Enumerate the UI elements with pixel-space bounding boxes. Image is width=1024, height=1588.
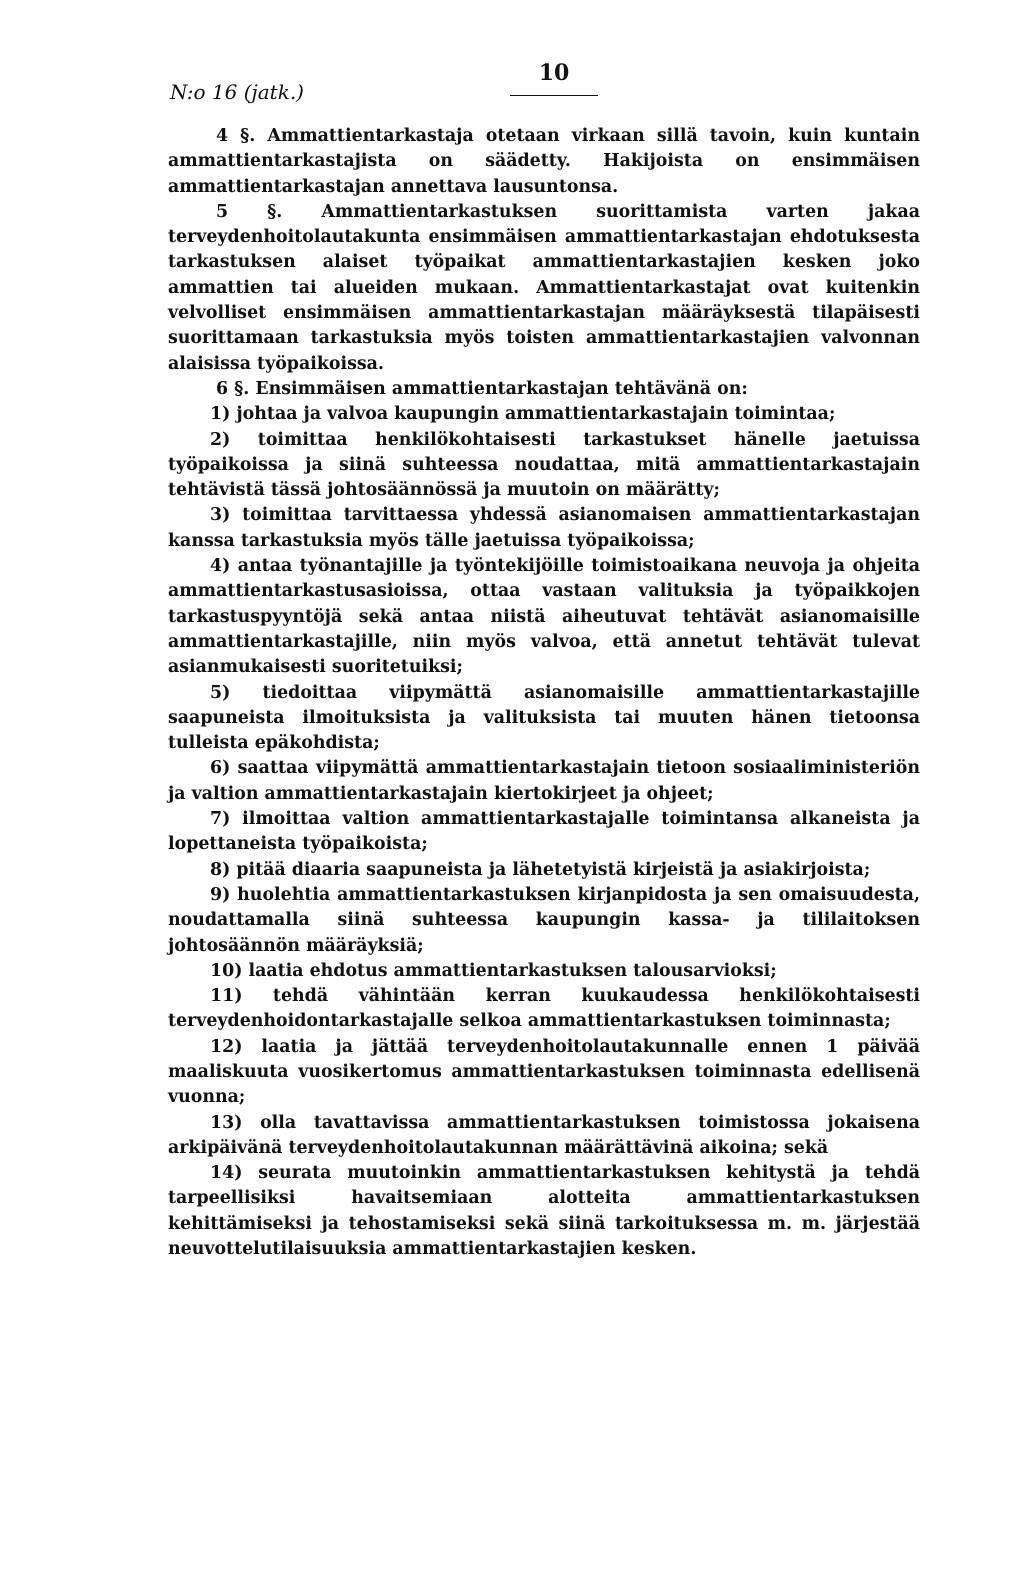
list-item: 10) laatia ehdotus ammattientarkastuksen talousarvioksi; [210,960,777,981]
page-number-rule [510,95,598,96]
list-item: 2) toimittaa henkilökohtaisesti tarkastukset hänelle jaetuissa työpaikoissa ja siinä suhteessa noudattaa, mitä ammattientarkastajain tehtävistä tässä johtosäännössä ja muutoin on määrätty; [168,429,920,501]
list-item: 3) toimittaa tarvittaessa yhdessä asianomaisen ammattientarkastajan kanssa tarkastuksia myös tälle jaetuissa työpaikoissa; [168,505,920,551]
list-item: 4) antaa työnantajille ja työntekijöille toimistoaikana neuvoja ja ohjeita ammattientarkastusasioissa, ottaa vastaan valituksia ja työpaikkojen tarkastuspyyntöjä sekä antaa niistä aiheutuvat tehtävät asianomaisille ammattientarkastajille, niin myös valvoa, että annetut tehtävät tulevat asianmukaisesti suoritetuiksi; [168,556,920,678]
list-item: 9) huolehtia ammattientarkastuksen kirjanpidosta ja sen omaisuudesta, noudattamalla siinä suhteessa kaupungin kassa- ja tililaitoksen johtosäännön määräyksiä; [168,884,920,956]
list-item: 14) seurata muutoinkin ammattientarkastuksen kehitystä ja tehdä tarpeellisiksi havaitsemiaan alotteita ammattientarkastuksen kehittämiseksi ja tehostamiseksi sekä siinä tarkoituksessa m. m. järjestää neuvottelutilaisuuksia ammattientarkastajien kesken. [168,1163,920,1260]
page-number: 10 [538,60,570,86]
list-item: 5) tiedoittaa viipymättä asianomaisille ammattientarkastajille saapuneista ilmoituksista ja valituksista tai muuten hänen tietoonsa tulleista epäkohdista; [168,682,920,754]
section-6-paragraph: 6 §. Ensimmäisen ammattientarkastajan tehtävänä on: [216,378,748,399]
document-reference: N:o 16 (jatk.) [170,80,304,104]
list-item: 11) tehdä vähintään kerran kuukaudessa henkilökohtaisesti terveydenhoidontarkastajalle selkoa ammattientarkastuksen toiminnasta; [168,986,920,1032]
list-item: 7) ilmoittaa valtion ammattientarkastajalle toimintansa alkaneista ja lopettaneista työpaikoista; [168,809,920,855]
list-item: 8) pitää diaaria saapuneista ja lähetetyistä kirjeistä ja asiakirjoista; [210,859,871,880]
document-body [168,124,920,1262]
list-item: 12) laatia ja jättää terveydenhoitolautakunnalle ennen 1 päivää maaliskuuta vuosikertomus ammattientarkastuksen toiminnasta edellisenä vuonna; [168,1036,920,1108]
list-item: 13) olla tavattavissa ammattientarkastuksen toimistossa jokaisena arkipäivänä terveydenhoitolautakunnan määrättävinä aikoina; sekä [168,1112,920,1158]
section-5-paragraph: 5 §. Ammattientarkastuksen suorittamista varten jakaa terveydenhoitolautakunta ensimmäisen ammattientarkastajan ehdotuksesta tarkastuksen alaiset työpaikat ammattientarkastajien kesken joko ammattien tai alueiden mukaan. Ammattientarkastajat ovat kuitenkin velvolliset ensimmäisen ammattientarkastajan määräyksestä tilapäisesti suorittamaan tarkastuksia myös toisten ammattientarkastajien valvonnan alaisissa työpaikoissa. [168,201,920,374]
list-item: 6) saattaa viipymättä ammattientarkastajain tietoon sosiaaliministeriön ja valtion ammattientarkastajain kiertokirjeet ja ohjeet; [168,758,920,804]
section-4-paragraph: 4 §. Ammattientarkastaja otetaan virkaan sillä tavoin, kuin kuntain ammattientarkastajista on säädetty. Hakijoista on ensimmäisen ammattientarkastajan annettava lausuntonsa. [168,126,920,197]
list-item: 1) johtaa ja valvoa kaupungin ammattientarkastajain toimintaa; [210,404,836,425]
